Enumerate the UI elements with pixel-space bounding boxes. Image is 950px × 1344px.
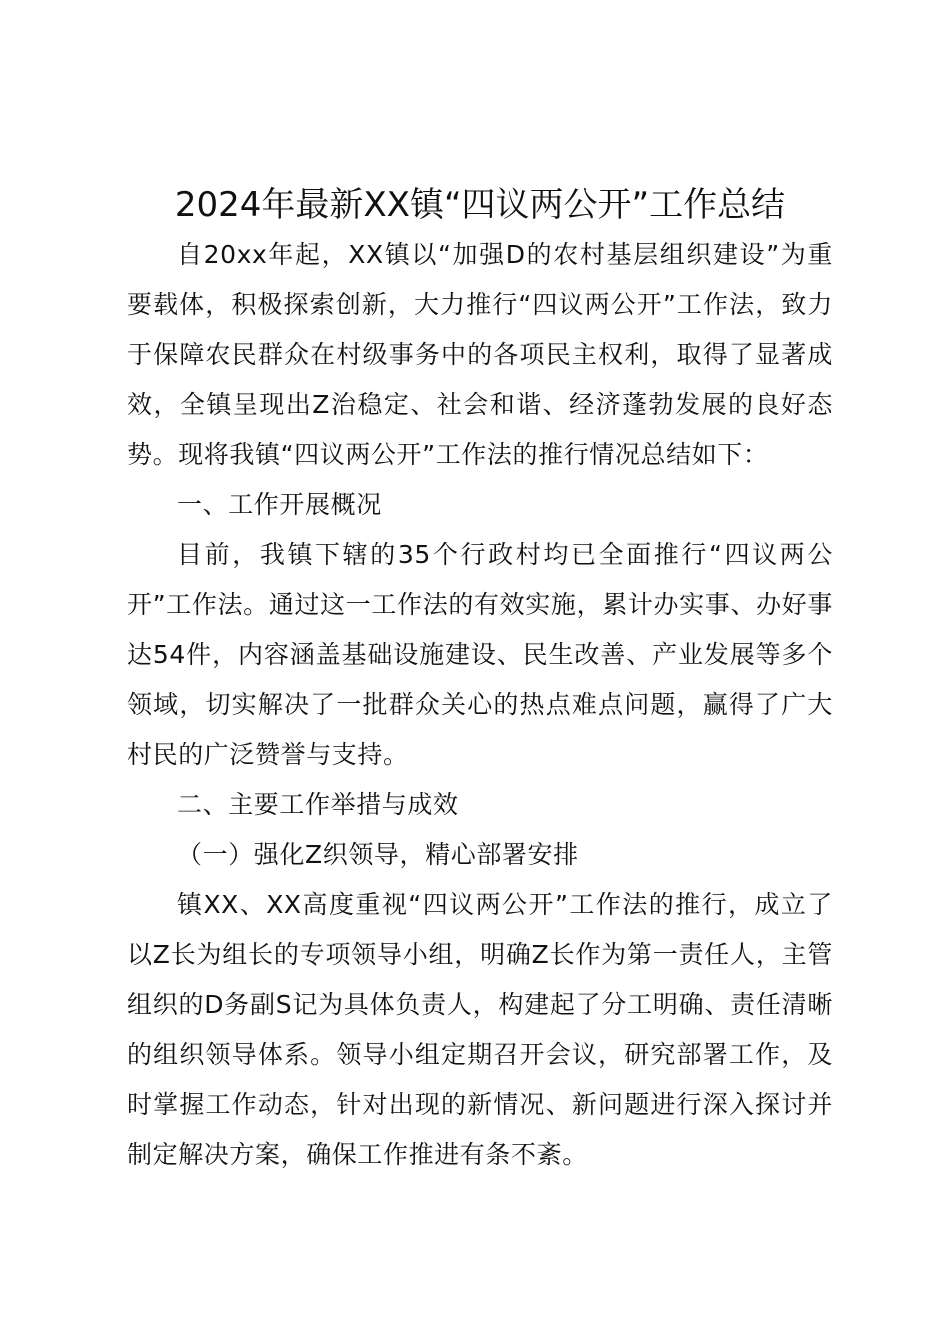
document-page — [127, 180, 833, 1180]
document-title: 2024年最新XX镇“四议两公开”工作总结 — [174, 185, 786, 225]
section-2-heading: 二、主要工作举措与成效 — [177, 790, 459, 819]
intro-paragraph: 自20xx年起，XX镇以“加强D的农村基层组织建设”为重要载体，积极探索创新，大力推行“四议两公开”工作法，致力于保障农民群众在村级事务中的各项民主权利，取得了显著成效，全镇呈现出Z治稳定、社会和谐、经济蓬勃发展的良好态势。现将我镇“四议两公开”工作法的推行情况总结如下： — [127, 240, 833, 469]
section-1-heading: 一、工作开展概况 — [177, 490, 382, 519]
section-1-paragraph: 目前，我镇下辖的35个行政村均已全面推行“四议两公开”工作法。通过这一工作法的有效实施，累计办实事、办好事达54件，内容涵盖基础设施建设、民生改善、产业发展等多个领域，切实解决了一批群众关心的热点难点问题，赢得了广大村民的广泛赞誉与支持。 — [127, 540, 833, 769]
subsection-1-paragraph: 镇XX、XX高度重视“四议两公开”工作法的推行，成立了以Z长为组长的专项领导小组，明确Z长作为第一责任人，主管组织的D务副S记为具体负责人，构建起了分工明确、责任清晰的组织领导体系。领导小组定期召开会议，研究部署工作，及时掌握工作动态，针对出现的新情况、新问题进行深入探讨并制定解决方案，确保工作推进有条不紊。 — [127, 890, 833, 1169]
subsection-1-heading: （一）强化Z织领导，精心部署安排 — [177, 840, 579, 869]
